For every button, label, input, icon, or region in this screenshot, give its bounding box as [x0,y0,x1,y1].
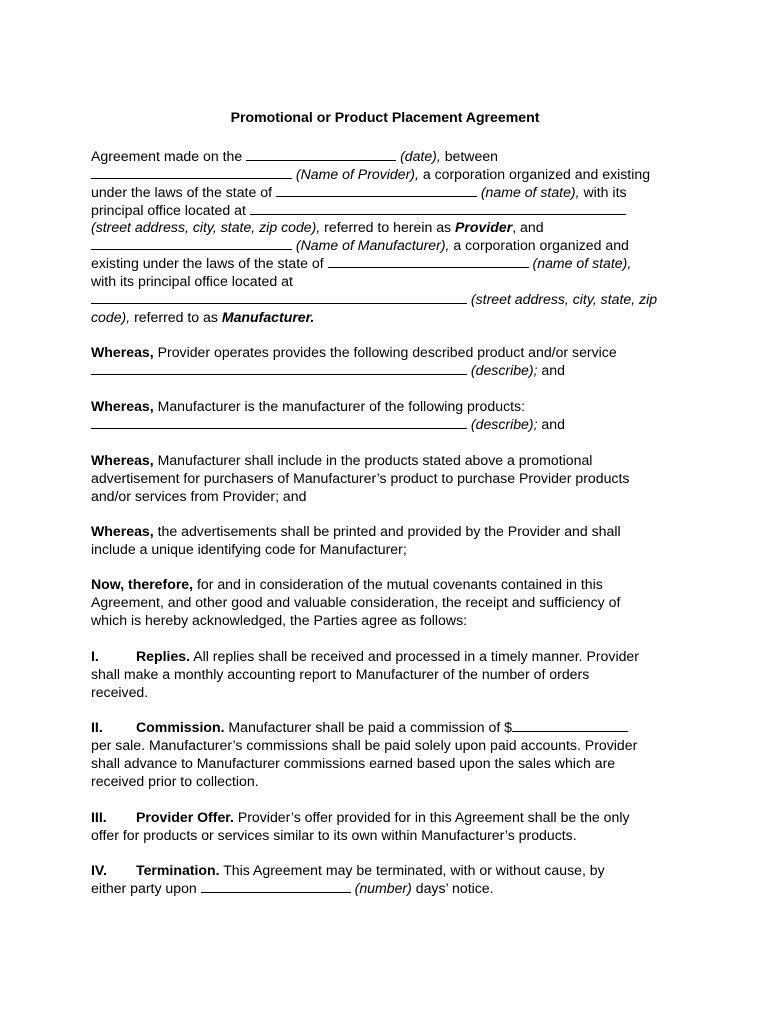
section-termination: IV. Termination. This Agreement may be terminated, with or without cause, by either party upon (number) days’ notice. [91,862,605,896]
manufacturer-term: Manufacturer. [221,308,315,325]
manufacturer-name-blank[interactable] [91,237,292,250]
intro-paragraph: Agreement made on the (date), between (Name of Provider), a corporation organized and existing under the laws of the state of (name of state), with its principal office located at (street address, city, state, zip code), referred to herein as Provider, and (Name of Manufacturer), a corporation organized and existing under the laws of the state of (name of state), with its principal office located at (street address, city, state, zip code), referred to as Manufacturer. [91,148,658,325]
section-provider-offer: III. Provider Offer. Provider’s offer provided for in this Agreement shall be the only offer for products or services similar to its own within Manufacturer’s products. [91,809,630,843]
whereas-provider-service: Whereas, Provider operates provides the following described product and/or service (describe); and [91,344,617,378]
whereas-manufacturer-products: Whereas, Manufacturer is the manufacturer of the following products: (describe); and [91,398,565,432]
products-description-blank[interactable] [91,416,467,429]
commission-amount-blank[interactable] [512,719,628,732]
whereas-promotional-advertisement: Whereas, Manufacturer shall include in the products stated above a promotional advertisement for purchasers of Manufacturer’s product to purchase Provider products and/or services from Provider; and [91,452,630,504]
now-therefore-paragraph: Now, therefore, for and in consideration of the mutual covenants contained in this Agreement, and other good and valuable consideration, the receipt and sufficiency of which is hereby acknowledged, the Parties agree as follows: [91,576,621,628]
provider-name-blank[interactable] [91,166,292,179]
section-commission: II. Commission. Manufacturer shall be paid a commission of $ per sale. Manufacturer’s commissions shall be paid solely upon paid accounts. Provider shall advance to Manufacturer commissions earned based upon the sales which are received prior to collection. [91,719,638,789]
notice-days-blank[interactable] [201,880,351,893]
provider-state-blank[interactable] [276,184,477,197]
manufacturer-address-blank[interactable] [91,291,467,304]
section-heading: Commission. [136,719,225,735]
section-heading: Provider Offer. [136,809,234,825]
section-heading: Termination. [136,862,220,878]
section-heading: Replies. [136,648,191,664]
manufacturer-state-blank[interactable] [328,255,529,268]
provider-address-blank[interactable] [250,202,626,215]
whereas-advertisement-printing: Whereas, the advertisements shall be printed and provided by the Provider and shall include a unique identifying code for Manufacturer; [91,523,621,557]
service-description-blank[interactable] [91,362,467,375]
section-replies: I. Replies. All replies shall be received and processed in a timely manner. Provider shall make a monthly accounting report to Manufacturer of the number of orders received. [91,648,639,700]
provider-term: Provider [455,219,513,236]
date-blank[interactable] [246,148,396,161]
document-title: Promotional or Product Placement Agreement [230,109,540,125]
